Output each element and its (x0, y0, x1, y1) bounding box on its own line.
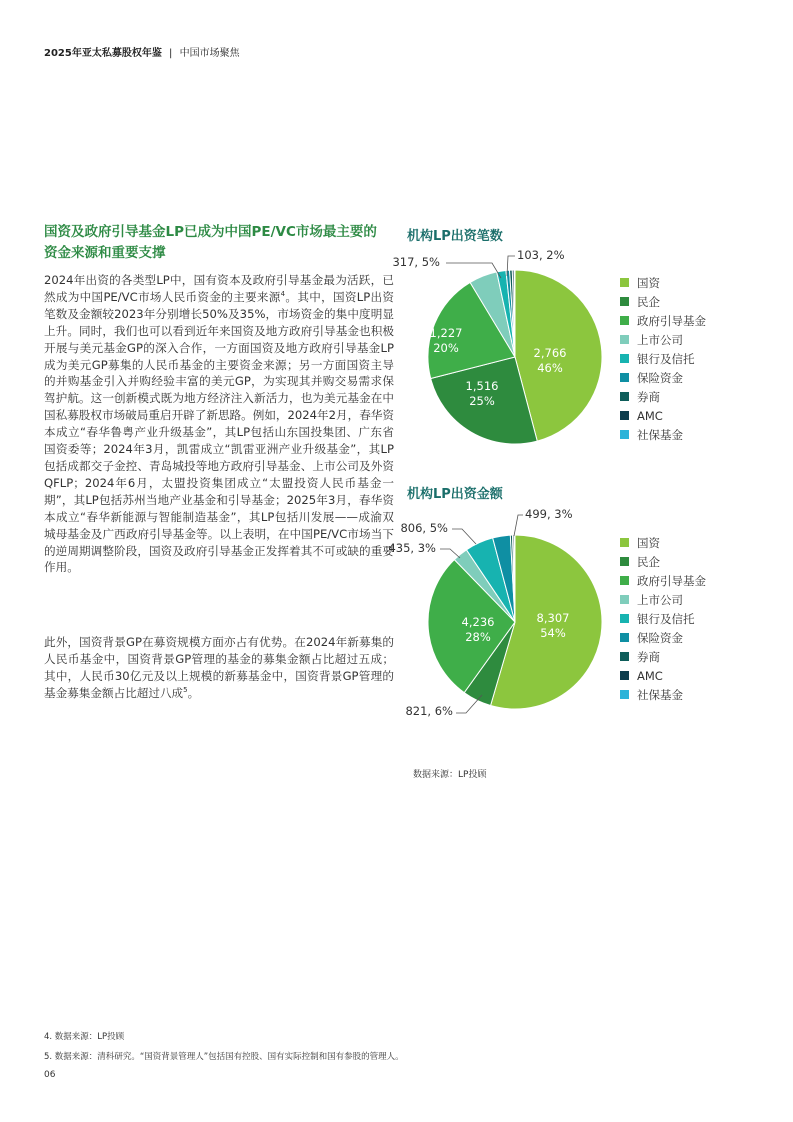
legend-label: 民企 (637, 554, 660, 569)
legend-swatch (620, 411, 629, 420)
chart-2-pie (388, 500, 640, 730)
chart-2-legend-item (620, 571, 706, 590)
chart-2-legend-item (620, 590, 706, 609)
chart-1-legend-item (620, 406, 706, 425)
paragraph-2 (44, 634, 394, 702)
paragraph-2-text-b: 。 (187, 685, 200, 700)
legend-swatch (620, 278, 629, 287)
chart-1-data-label: 1,516 25% (465, 379, 499, 408)
chart-2-legend-item (620, 552, 706, 571)
legend-swatch (620, 354, 629, 363)
chart-1-legend (620, 273, 706, 444)
legend-swatch (620, 557, 629, 566)
legend-label: 银行及信托 (637, 351, 695, 366)
legend-label: 政府引导基金 (637, 573, 706, 588)
legend-swatch (620, 652, 629, 661)
chart-1-legend-item (620, 349, 706, 368)
paragraph-1-text-b: 。其中，国资LP出资笔数及金额较2023年分别增长50%及35%，市场资金的集中度明显上升。同时，我们也可以看到近年来国资及地方政府引导基金也积极开展与美元基金GP的深入合作，一方面国资及地方政府引导基金LP成为美元GP募集的人民币基金的主要资金来源；另一方面国资主导的并购基金引入并购经验丰富的美元GP，为实现其并购交易需求保驾护航。这一创新模式既为地方经济注入新活力，也为美元基金在中国私募股权市场破局重启开辟了新思路。例如，2024年2月，春华资本成立“春华鲁粤产业升级基金”，其LP包括山东国投集团、广东省国资委等；2024年3月，凯雷成立“凯雷亚洲产业升级基金”，其LP包括成都交子金控、青岛城投等地方政府引导基金、上市公司及外资QFLP；2024年6月，太盟投资集团成立“太盟投资人民币基金一期”，其LP包括苏州当地产业基金和引导基金；2025年3月，春华资本成立“春华新能源与智能制造基金”，其LP包括川发展——成渝双城母基金及广西政府引导基金等。以上表明，在中国PE/VC市场当下的逆周期调整阶段，国资及政府引导基金正发挥着其不可或缺的重要作用。 (44, 289, 394, 575)
chart-2-legend-item (620, 666, 706, 685)
chart-2-title: 机构LP出资金额 (407, 487, 503, 502)
chart-2-legend-item (620, 533, 706, 552)
chart-2-leader-line (514, 515, 523, 536)
legend-label: 券商 (637, 389, 660, 404)
chart-1-legend-item (620, 425, 706, 444)
legend-swatch (620, 595, 629, 604)
chart-2-data-label: 821, 6% (405, 704, 453, 718)
legend-label: 政府引导基金 (637, 313, 706, 328)
chart-1-data-label: 103, 2% (517, 248, 565, 262)
footnote-ref-5: 5 (183, 685, 188, 694)
chart-2-legend-item (620, 685, 706, 704)
legend-swatch (620, 690, 629, 699)
page-header (44, 44, 240, 59)
header-subtitle: 中国市场聚焦 (179, 48, 240, 59)
legend-label: AMC (637, 408, 663, 423)
legend-swatch (620, 297, 629, 306)
footnote-5: 5. 数据来源：清科研究。“国资背景管理人”包括国有控股、国有实际控制和国有参股的管理人。 (44, 1052, 404, 1062)
legend-swatch (620, 614, 629, 623)
chart-2-data-label: 806, 5% (400, 521, 448, 535)
chart-1-title: 机构LP出资笔数 (407, 229, 503, 244)
chart-2-data-label: 499, 3% (525, 507, 573, 521)
legend-label: 上市公司 (637, 592, 683, 607)
legend-label: 社保基金 (637, 687, 683, 702)
chart-2-data-label: 435, 3% (388, 541, 436, 555)
chart-1-legend-item (620, 330, 706, 349)
legend-swatch (620, 671, 629, 680)
legend-label: 上市公司 (637, 332, 683, 347)
legend-swatch (620, 538, 629, 547)
chart-2-data-label: 4,236 28% (461, 615, 495, 644)
chart-1-pie (392, 244, 640, 454)
paragraph-1-text-a: 2024年出资的各类型LP中，国有资本及政府引导基金最为活跃，已然成为中国PE/VC市场人民币资金的主要来源 (44, 273, 394, 304)
legend-swatch (620, 633, 629, 642)
chart-1-legend-item (620, 311, 706, 330)
legend-swatch (620, 373, 629, 382)
legend-swatch (620, 430, 629, 439)
chart-1-data-label: 317, 5% (392, 255, 440, 269)
legend-label: AMC (637, 668, 663, 683)
legend-swatch (620, 576, 629, 585)
legend-label: 保险资金 (637, 370, 683, 385)
legend-label: 券商 (637, 649, 660, 664)
legend-swatch (620, 316, 629, 325)
chart-2-legend-item (620, 628, 706, 647)
chart-2-data-label: 8,307 54% (536, 611, 570, 640)
legend-swatch (620, 392, 629, 401)
chart-2-leader-line (452, 529, 476, 544)
chart-1-legend-item (620, 273, 706, 292)
legend-label: 银行及信托 (637, 611, 695, 626)
chart-1-legend-item (620, 292, 706, 311)
legend-label: 民企 (637, 294, 660, 309)
section-title: 国资及政府引导基金LP已成为中国PE/VC市场最主要的资金来源和重要支撑 (44, 224, 377, 261)
paragraph-1 (44, 272, 394, 576)
paragraph-2-text-a: 此外，国资背景GP在募资规模方面亦占有优势。在2024年新募集的人民币基金中，国资背景GP管理的基金的募集金额占比超过五成；其中，人民币30亿元及以上规模的新募基金中，国资背景GP管理的基金募集金额占比超过八成 (44, 635, 394, 700)
chart-1-data-label: 1,227 20% (429, 326, 463, 355)
footnote-ref-4: 4 (280, 290, 286, 299)
footnote-4: 4. 数据来源：LP投顾 (44, 1032, 125, 1042)
chart-2-legend-item (620, 647, 706, 666)
chart-1-legend-item (620, 368, 706, 387)
chart-1-data-label: 2,766 46% (533, 346, 567, 375)
legend-label: 保险资金 (637, 630, 683, 645)
footnotes (44, 1027, 404, 1067)
chart-2-legend (620, 533, 706, 704)
legend-label: 国资 (637, 535, 660, 550)
page-number: 06 (44, 1070, 56, 1080)
legend-swatch (620, 335, 629, 344)
header-title: 2025年亚太私募股权年鉴 (44, 48, 162, 59)
chart-1-legend-item (620, 387, 706, 406)
legend-label: 社保基金 (637, 427, 683, 442)
header-separator: | (169, 48, 173, 59)
legend-label: 国资 (637, 275, 660, 290)
data-source: 数据来源：LP投顾 (413, 770, 487, 780)
chart-2-legend-item (620, 609, 706, 628)
